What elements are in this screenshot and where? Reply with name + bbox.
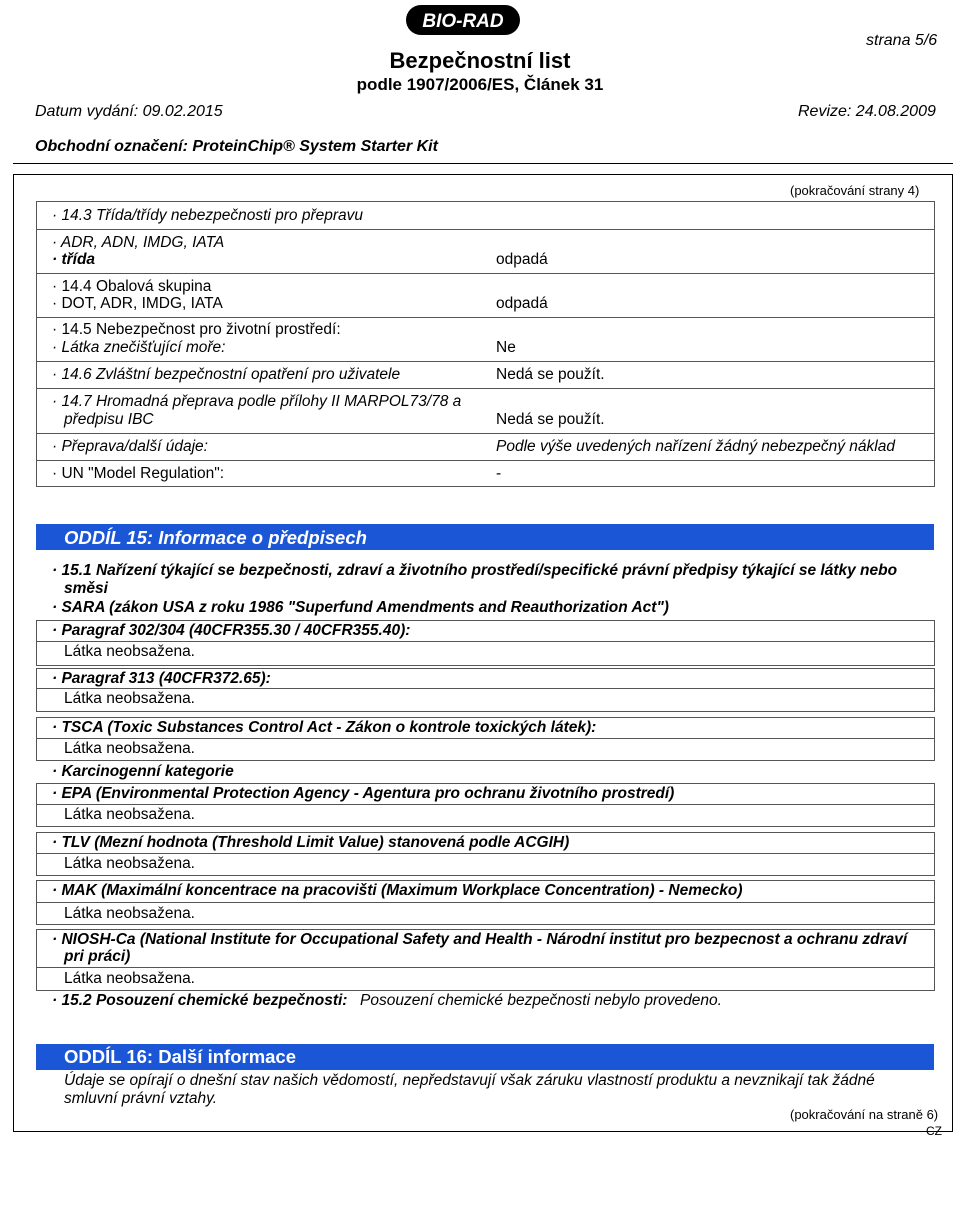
para302-value: Látka neobsažena. (64, 643, 195, 660)
divider (36, 460, 935, 461)
document-title: Bezpečnostní list (389, 48, 571, 73)
transport-value: Podle výše uvedených nařízení žádný nebezpečný náklad (496, 438, 895, 455)
tlv-heading: · TLV (Mezní hodnota (Threshold Limit Value) stanovená podle ACGIH) (52, 834, 570, 851)
s145-title: · 14.5 Nebezpečnost pro životní prostředí: (52, 321, 341, 338)
logo-text: BIO-RAD (422, 11, 504, 32)
continued-from-note: (pokračování strany 4) (790, 183, 920, 198)
s144-value: odpadá (496, 295, 548, 312)
tsca-value: Látka neobsažena. (64, 740, 195, 757)
sara-heading: · SARA (zákon USA z roku 1986 "Superfund Amendments and Reauthorization Act") (52, 599, 669, 616)
divider (36, 853, 935, 854)
divider (36, 388, 935, 389)
divider (36, 229, 935, 230)
para302-heading: · Paragraf 302/304 (40CFR355.30 / 40CFR355.40): (52, 622, 411, 639)
niosh-heading-cont: pri práci) (64, 948, 131, 965)
tlv-value: Látka neobsažena. (64, 855, 195, 872)
divider (36, 433, 935, 434)
s146-label: · 14.6 Zvláštní bezpečnostní opatření pro uživatele (52, 366, 401, 383)
revision-date: Revize: 24.08.2009 (798, 103, 936, 120)
s143-class-value: odpadá (496, 251, 548, 268)
divider (36, 738, 935, 739)
divider (36, 361, 935, 362)
language-code: CZ (926, 1124, 942, 1138)
para313-value: Látka neobsažena. (64, 690, 195, 707)
un-value: - (496, 465, 502, 482)
s143-modes: · ADR, ADN, IMDG, IATA (52, 234, 225, 251)
s147-label: · 14.7 Hromadná přeprava podle přílohy II MARPOL73/78 a (52, 393, 462, 410)
issue-date: Datum vydání: 09.02.2015 (35, 103, 223, 120)
niosh-heading: · NIOSH-Ca (National Institute for Occupational Safety and Health - Národní institut pro bezpecnost a ochranu zdraví (52, 931, 908, 948)
trade-name: Obchodní označení: ProteinChip® System Starter Kit (35, 138, 438, 155)
divider (36, 273, 935, 274)
s144-modes: · DOT, ADR, IMDG, IATA (52, 295, 223, 312)
s143-title: · 14.3 Třída/třídy nebezpečnosti pro přepravu (52, 207, 364, 224)
niosh-value: Látka neobsažena. (64, 970, 195, 987)
bio-rad-logo (405, 4, 521, 36)
epa-value: Látka neobsažena. (64, 806, 195, 823)
s145-value: Ne (496, 339, 516, 356)
carcinogen-heading: · Karcinogenní kategorie (52, 763, 234, 780)
section15-title: ODDÍL 15: Informace o předpisech (64, 527, 367, 548)
epa-heading: · EPA (Environmental Protection Agency - Agentura pro ochranu životního prostredí) (52, 785, 675, 802)
section16-text-cont: smluvní právní vztahy. (64, 1090, 218, 1107)
divider (36, 641, 935, 642)
page-number: strana 5/6 (866, 32, 938, 49)
mak-heading: · MAK (Maximální koncentrace na pracovišti (Maximum Workplace Concentration) - Nemecko) (52, 882, 743, 899)
divider (36, 804, 935, 805)
header-divider (13, 163, 953, 164)
section16-text: Údaje se opírají o dnešní stav našich vědomostí, nepředstavují však záruku vlastností produktu a nevznikají tak žádné (64, 1072, 875, 1089)
divider (36, 688, 935, 689)
section16-title: ODDÍL 16: Další informace (64, 1046, 297, 1067)
transport-label: · Přeprava/další údaje: (52, 438, 208, 455)
continued-to-note: (pokračování na straně 6) (790, 1107, 939, 1122)
divider (36, 317, 935, 318)
s146-value: Nedá se použít. (496, 366, 605, 383)
s147-value: Nedá se použít. (496, 411, 605, 428)
s152-label: · 15.2 Posouzení chemické bezpečnosti: (52, 992, 348, 1009)
s143-class-label: · třída (52, 251, 96, 268)
para313-heading: · Paragraf 313 (40CFR372.65): (52, 670, 271, 687)
s151-title: · 15.1 Nařízení týkající se bezpečnosti, zdraví a životního prostředí/specifické právní předpisy týkající se látky nebo (52, 562, 898, 579)
un-label: · UN "Model Regulation": (52, 465, 225, 482)
s147-label-cont: předpisu IBC (64, 411, 154, 428)
s152-value: Posouzení chemické bezpečnosti nebylo provedeno. (360, 992, 722, 1009)
mak-value: Látka neobsažena. (64, 905, 195, 922)
s144-title: · 14.4 Obalová skupina (52, 278, 212, 295)
divider (36, 902, 935, 903)
divider (36, 967, 935, 968)
tsca-heading: · TSCA (Toxic Substances Control Act - Zákon o kontrole toxických látek): (52, 719, 597, 736)
s145-label: · Látka znečišťující moře: (52, 339, 226, 356)
document-subtitle: podle 1907/2006/ES, Článek 31 (356, 75, 604, 94)
s151-title-cont: směsi (64, 580, 108, 597)
